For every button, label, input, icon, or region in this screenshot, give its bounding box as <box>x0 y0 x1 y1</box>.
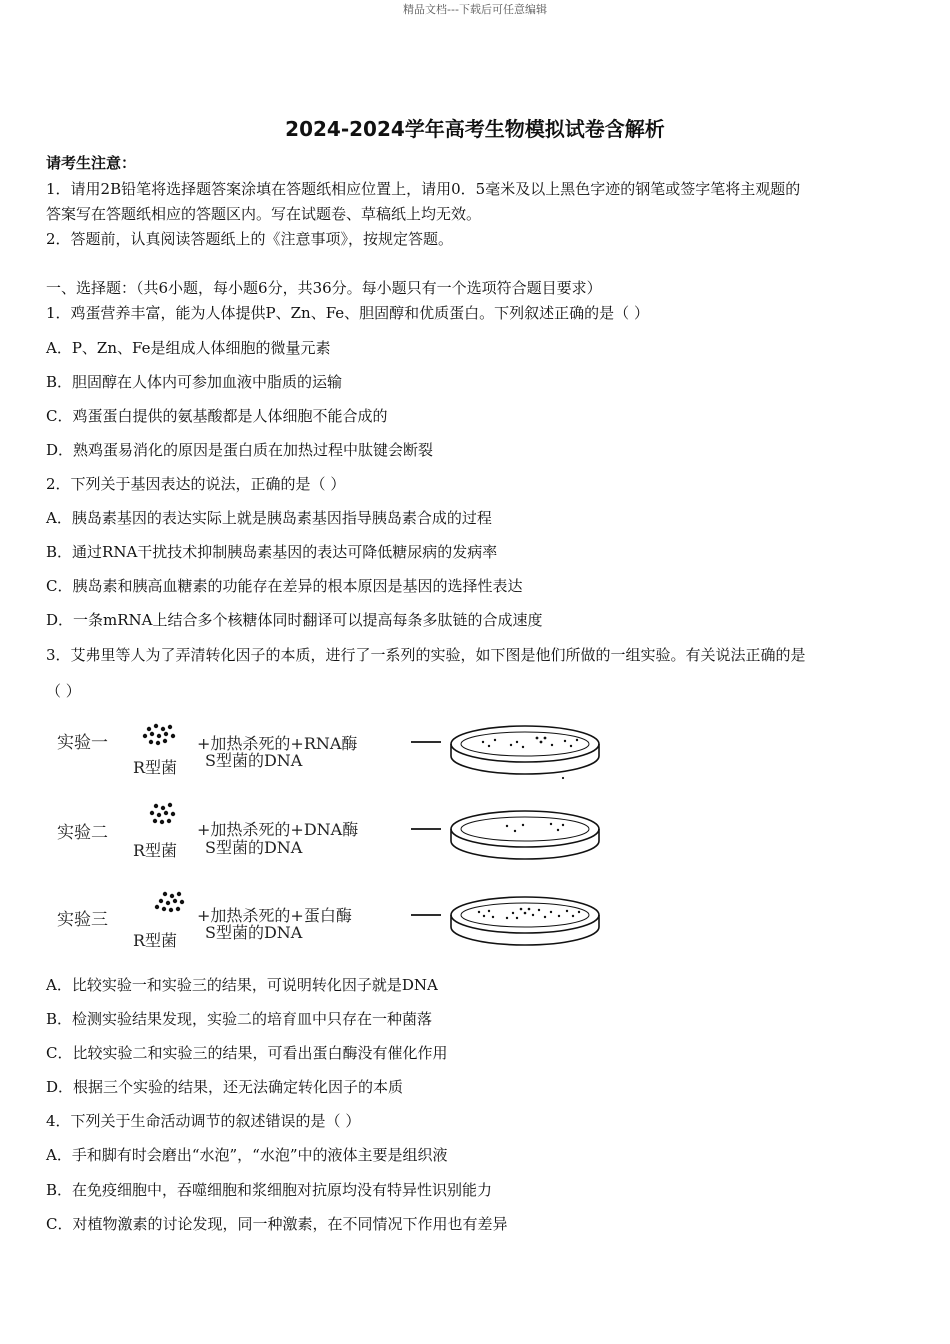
experiment-3 <box>57 892 599 950</box>
notice-heading: 请考生注意： <box>46 154 137 172</box>
experiment-1 <box>57 724 599 779</box>
q3-stem-line-2: （ ） <box>46 682 81 700</box>
exp2-bacteria-label: R型菌 <box>133 841 178 860</box>
header-watermark: 精品文档---下载后可任意编辑 <box>403 3 547 16</box>
exp3-treatment-line-2: S型菌的DNA <box>205 923 303 942</box>
q4-option-c: C．对植物激素的讨论发现，同一种激素，在不同情况下作用也有差异 <box>46 1215 508 1233</box>
notice-item-1-line-2: 答案写在答题纸相应的答题区内。写在试题卷、草稿纸上均无效。 <box>46 205 482 223</box>
q3-option-c: C．比较实验二和实验三的结果，可看出蛋白酶没有催化作用 <box>46 1044 448 1062</box>
exp1-treatment-line-2: S型菌的DNA <box>205 751 303 770</box>
q4-option-a: A．手和脚有时会磨出“水泡”，“水泡”中的液体主要是组织液 <box>46 1146 448 1164</box>
q2-option-a: A．胰岛素基因的表达实际上就是胰岛素基因指导胰岛素合成的过程 <box>46 509 492 527</box>
experiment-2 <box>57 803 599 860</box>
exp3-bacteria-label: R型菌 <box>133 931 178 950</box>
q1-option-b: B．胆固醇在人体内可参加血液中脂质的运输 <box>46 373 343 391</box>
q1-stem: 1．鸡蛋营养丰富，能为人体提供P、Zn、Fe、胆固醇和优质蛋白。下列叙述正确的是（ ） <box>46 304 649 322</box>
q1-option-c: C．鸡蛋蛋白提供的氨基酸都是人体细胞不能合成的 <box>46 407 388 425</box>
exp1-bacteria-cluster <box>143 724 175 745</box>
q1-option-d: D．熟鸡蛋易消化的原因是蛋白质在加热过程中肽键会断裂 <box>46 441 434 459</box>
q2-stem: 2．下列关于基因表达的说法，正确的是（ ） <box>46 475 346 493</box>
notice-item-2: 2．答题前，认真阅读答题纸上的《注意事项》，按规定答题。 <box>46 230 454 248</box>
section-heading: 一、选择题：（共6小题，每小题6分，共36分。每小题只有一个选项符合题目要求） <box>46 279 602 297</box>
exp2-bacteria-cluster <box>150 803 175 824</box>
q3-option-a: A．比较实验一和实验三的结果，可说明转化因子就是DNA <box>46 976 438 994</box>
q3-stem-line-1: 3．艾弗里等人为了弄清转化因子的本质，进行了一系列的实验，如下图是他们所做的一组实验。有关说法正确的是 <box>46 646 806 664</box>
q2-option-c: C．胰岛素和胰高血糖素的功能存在差异的根本原因是基因的选择性表达 <box>46 577 523 595</box>
exp3-treatment-line-1: +加热杀死的+蛋白酶 <box>197 906 352 925</box>
exp1-petri-dish <box>451 726 599 774</box>
q1-option-a: A．P、Zn、Fe是组成人体细胞的微量元素 <box>46 339 331 357</box>
exp1-bacteria-label: R型菌 <box>133 758 178 777</box>
exp1-speck <box>562 777 564 779</box>
exp2-treatment-line-2: S型菌的DNA <box>205 838 303 857</box>
exp2-label: 实验二 <box>57 823 108 843</box>
experiment-figure <box>55 712 635 962</box>
exp1-label: 实验一 <box>57 733 108 753</box>
q4-stem: 4．下列关于生命活动调节的叙述错误的是（ ） <box>46 1112 361 1130</box>
exp3-petri-dish <box>451 897 599 945</box>
page-title: 2024-2024学年高考生物模拟试卷含解析 <box>285 117 665 141</box>
q2-option-d: D．一条mRNA上结合多个核糖体同时翻译可以提高每条多肽链的合成速度 <box>46 611 543 629</box>
exp2-treatment-line-1: +加热杀死的+DNA酶 <box>197 820 359 839</box>
exp3-bacteria-cluster <box>155 892 184 912</box>
notice-item-1-line-1: 1．请用2B铅笔将选择题答案涂填在答题纸相应位置上，请用0．5毫米及以上黑色字迹的钢笔或签字笔将主观题的 <box>46 180 801 198</box>
q3-option-b: B．检测实验结果发现，实验二的培育皿中只存在一种菌落 <box>46 1010 433 1028</box>
exp3-label: 实验三 <box>57 910 108 930</box>
exp1-treatment-line-1: +加热杀死的+RNA酶 <box>197 734 358 753</box>
q3-option-d: D．根据三个实验的结果，还无法确定转化因子的本质 <box>46 1078 404 1096</box>
q2-option-b: B．通过RNA干扰技术抑制胰岛素基因的表达可降低糖尿病的发病率 <box>46 543 498 561</box>
exp2-petri-dish <box>451 811 599 859</box>
q4-option-b: B．在免疫细胞中，吞噬细胞和浆细胞对抗原均没有特异性识别能力 <box>46 1181 493 1199</box>
